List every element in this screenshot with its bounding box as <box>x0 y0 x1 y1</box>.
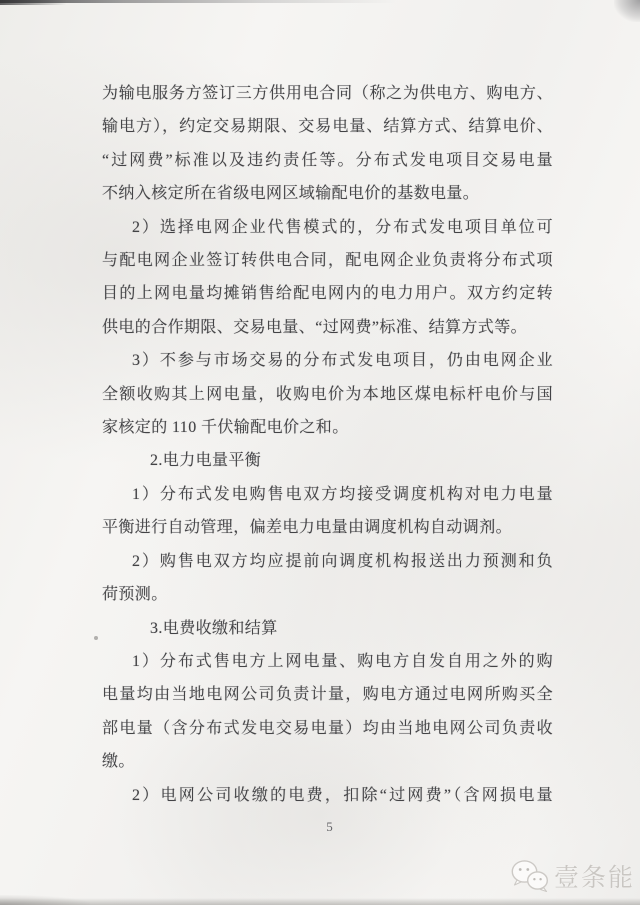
scan-speck <box>94 636 98 640</box>
scan-edge-bottom <box>0 898 640 905</box>
text-line: 供电的合作期限、交易电量、“过网费”标准、结算方式等。 <box>102 318 528 336</box>
text-line: 荷预测。 <box>102 586 168 604</box>
brand-watermark <box>511 858 635 894</box>
text-line: 2.电力电量平衡 <box>150 452 262 470</box>
text-line: “过网费”标准以及违约责任等。分布式发电项目交易电量 <box>102 151 553 169</box>
text-line: 部电量（含分布式发电交易电量）均由当地电网公司负责收 <box>102 719 553 737</box>
brand-name: 壹条能 <box>553 864 635 892</box>
text-line: 2）电网公司收缴的电费，扣除“过网费”（含网损电量 <box>132 786 553 804</box>
text-line: 全额收购其上网电量，收购电价为本地区煤电标杆电价与国 <box>102 385 553 403</box>
text-line: 目的上网电量均摊销售给配电网内的电力用户。双方约定转 <box>102 285 553 303</box>
text-line: 家核定的 110 千伏输配电价之和。 <box>102 419 349 437</box>
chat-bubbles-icon <box>511 859 549 893</box>
text-line: 1）分布式售电方上网电量、购电方自发自用之外的购 <box>132 652 553 670</box>
text-line: 3.电费收缴和结算 <box>150 619 278 637</box>
text-line: 与配电网企业签订转供电合同，配电网企业负责将分布式项 <box>102 252 553 270</box>
scan-smudge-bottom-left <box>0 895 90 905</box>
document-body-text <box>102 77 553 812</box>
text-line: 2）购售电双方均应提前向调度机构报送出力预测和负 <box>132 552 553 570</box>
text-line: 为输电服务方签订三方供用电合同（称之为供电方、购电方、 <box>102 85 553 102</box>
scan-edge-top-left <box>0 0 70 5</box>
text-line: 输电方），约定交易期限、交易电量、结算方式、结算电价、 <box>102 118 553 136</box>
text-line: 1）分布式发电购售电双方均接受调度机构对电力电量 <box>132 485 553 503</box>
text-line: 不纳入核定所在省级电网区域输配电价的基数电量。 <box>102 185 480 203</box>
text-line: 电量均由当地电网公司负责计量，购电方通过电网所购买全 <box>102 686 553 704</box>
page-number: 5 <box>326 819 334 834</box>
scan-smudge-top-right <box>614 0 640 22</box>
text-line: 缴。 <box>102 753 135 771</box>
text-line: 2）选择电网企业代售模式的，分布式发电项目单位可 <box>132 218 553 236</box>
text-line: 3）不参与市场交易的分布式发电项目，仍由电网企业 <box>132 352 553 370</box>
text-line: 平衡进行自动管理，偏差电力电量由调度机构自动调剂。 <box>102 519 513 537</box>
